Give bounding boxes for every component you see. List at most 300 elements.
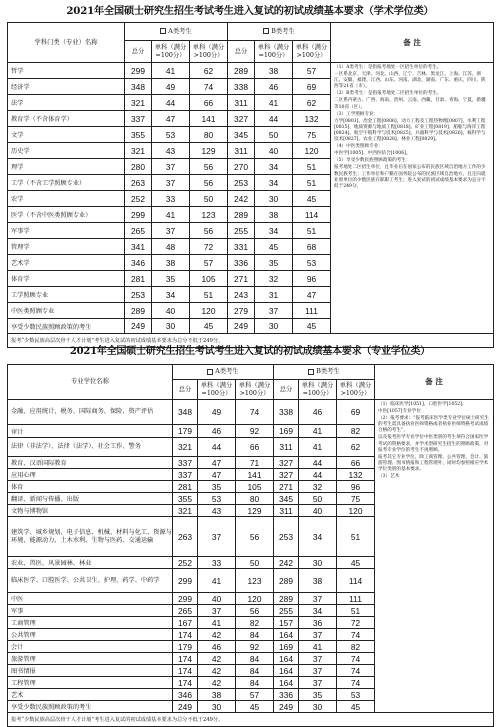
degree-header: 专业学位名称: [8, 365, 173, 400]
b-single-100-cell: 44: [255, 111, 293, 127]
b-class-header-label: B类考生: [271, 27, 295, 35]
b-total-cell: 242: [274, 557, 299, 569]
notes-cell: [375, 400, 494, 713]
b-single-100-cell: 46: [299, 400, 337, 425]
a-single-over100-cell: 62: [190, 63, 228, 79]
a-single-over100-cell: 120: [236, 593, 274, 605]
b-single-100-cell: 40: [299, 505, 337, 517]
b-single-100-cell: 45: [255, 239, 293, 255]
subject-name: 享受少数民族照顾政策的考生: [8, 319, 125, 334]
subject-name: 农学: [8, 191, 125, 207]
academic-table-title: 2021年全国硕士研究生招生考试考生进入复试的初试成绩基本要求（学术学位类）: [66, 5, 434, 17]
subject-name: 哲学: [8, 63, 125, 79]
subject-name: 中医: [8, 593, 173, 605]
a-total-cell: 337: [125, 111, 152, 127]
a-total-cell: 265: [173, 605, 198, 617]
a-single-over100-cell: 80: [190, 127, 228, 143]
b-single-over100-cell: 96: [337, 481, 375, 493]
a-total-cell: 355: [173, 493, 198, 505]
b-single-over100-cell: 132: [293, 111, 331, 127]
a-single-over100-cell: 56: [190, 159, 228, 175]
a-single-over100-cell: 141: [190, 111, 228, 127]
b-single-100-cell: 37: [255, 303, 293, 319]
a-single-100-cell: 42: [198, 665, 236, 677]
b-single-over100-cell: 47: [293, 287, 331, 303]
a-single-100-cell: 34: [152, 287, 190, 303]
b-class-header: [228, 23, 331, 41]
a-single-100-cell: 47: [198, 469, 236, 481]
b-single-over100-cell: 53: [337, 689, 375, 701]
a-single-100-cell: 44: [198, 438, 236, 457]
checkbox-icon: [160, 28, 166, 34]
note-line: （4）中医类照顾专业：: [334, 144, 383, 150]
b-total-cell: 271: [274, 481, 299, 493]
b-single-over100-cell: 114: [293, 207, 331, 223]
b-single-over100-cell: 132: [337, 469, 375, 481]
subject-name: 农业、兽医、风景园林、林业: [8, 557, 173, 569]
b-single-100-header: 单科（满分=100分）: [299, 380, 337, 400]
subject-name: 建筑学、城乡规划、电子信息、机械、材料与化工、资源与环境、能源动力、土木水利、生物与医药、交通运输: [8, 517, 173, 557]
a-single-100-cell: 38: [152, 255, 190, 271]
a-single-100-cell: 30: [198, 701, 236, 713]
b-single-over100-cell: 69: [337, 400, 375, 425]
b-total-cell: 164: [274, 677, 299, 689]
checkbox-icon: [263, 28, 269, 34]
note-line: （1）临床医学[1051]、口腔医学[1052]、: [378, 402, 467, 407]
subject-name: 临床医学、口腔医学、公共卫生、护理、药学、中药学: [8, 569, 173, 593]
a-total-cell: 263: [173, 517, 198, 557]
a-single-100-cell: 42: [198, 653, 236, 665]
a-single-over100-cell: 72: [190, 239, 228, 255]
b-single-over100-cell: 53: [293, 255, 331, 271]
a-single-over100-cell: 84: [236, 629, 274, 641]
a-single-100-cell: 41: [152, 63, 190, 79]
a-single-100-cell: 40: [152, 303, 190, 319]
b-single-over100-cell: 57: [293, 63, 331, 79]
a-total-cell: 252: [125, 191, 152, 207]
b-total-cell: 255: [274, 605, 299, 617]
b-single-100-cell: 41: [299, 425, 337, 438]
note-line: 以及报考医学专业学位中医类别的考生须符合国家医学考试的资格要求，并学术型研究生招生的照顾政策，对报考专业学位的考生不再照顾。: [378, 435, 489, 453]
b-single-100-cell: 31: [255, 287, 293, 303]
a-total-cell: 265: [125, 223, 152, 239]
note-line: 报考地处二区招生单位，且毕业后在国家公布的民族区域自治地方工作的少数民族考生；工作单位和户籍在国务院公布的民族区域自治地方，且定向就业原单位的少数民族在职职工考生；进入复试的初试成绩基本要求为总分不低于249分。: [334, 165, 486, 189]
b-total-cell: 271: [228, 271, 255, 287]
subject-name: 会计: [8, 641, 173, 653]
a-single-over100-cell: 56: [190, 223, 228, 239]
b-total-cell: 253: [228, 175, 255, 191]
b-single-over100-header: 单科（满分>100分）: [337, 380, 375, 400]
b-single-100-cell: 38: [299, 569, 337, 593]
a-single-over100-cell: 92: [236, 641, 274, 653]
subject-name: 翻译、新闻与传播、出版: [8, 493, 173, 505]
subject-header: 学科门类（专业）名称: [8, 23, 125, 63]
b-single-100-cell: 37: [299, 593, 337, 605]
b-single-100-cell: 35: [255, 255, 293, 271]
a-single-100-cell: 30: [152, 319, 190, 334]
b-single-over100-cell: 72: [337, 617, 375, 629]
b-total-cell: 345: [274, 493, 299, 505]
b-total-cell: 338: [228, 79, 255, 95]
b-single-100-cell: 50: [299, 493, 337, 505]
checkbox-icon: [207, 369, 213, 375]
b-single-100-cell: 50: [255, 127, 293, 143]
b-single-100-cell: 37: [299, 629, 337, 641]
a-total-header: 总分: [173, 380, 198, 400]
a-single-100-cell: 33: [198, 557, 236, 569]
table-row: [8, 63, 494, 79]
b-total-cell: 289: [228, 63, 255, 79]
note-line: 一区系北京、天津、河北、山西、辽宁、吉林、黑龙江、上海、江苏、浙江、安徽、福建、江西、山东、河南、湖北、湖南、广东、重庆、四川、陕西等21省（市）。: [334, 72, 486, 90]
b-total-cell: 253: [274, 517, 299, 557]
a-single-100-cell: 38: [198, 689, 236, 701]
a-class-header: [125, 23, 228, 41]
b-single-over100-cell: 51: [293, 223, 331, 239]
b-single-100-cell: 34: [255, 159, 293, 175]
subject-name: 体育学: [8, 271, 125, 287]
a-single-over100-cell: 82: [236, 617, 274, 629]
b-total-cell: 289: [274, 569, 299, 593]
subject-name: 教育学（不含体育学）: [8, 111, 125, 127]
a-total-cell: 321: [173, 438, 198, 457]
a-single-over100-cell: 57: [190, 255, 228, 271]
notes-header: 备 注: [331, 23, 494, 63]
b-single-over100-cell: 51: [337, 517, 375, 557]
note-line: 报考其它专业学位，除工商管理、公共管理、会计、旅游管理、图书情报和工程管理外，同时均参照相应学术学位类别的基本要求。: [378, 454, 489, 472]
a-single-over100-cell: 129: [236, 505, 274, 517]
a-single-over100-cell: 57: [236, 689, 274, 701]
a-single-100-cell: 37: [152, 175, 190, 191]
b-single-100-cell: 41: [299, 641, 337, 653]
note-line: （3）艺术: [378, 474, 400, 480]
a-single-100-cell: 49: [198, 400, 236, 425]
a-single-100-cell: 42: [198, 629, 236, 641]
b-single-over100-cell: 45: [337, 701, 375, 713]
b-total-cell: 164: [274, 665, 299, 677]
a-total-cell: 337: [173, 457, 198, 469]
note-line: （1）A类考生：是指报考地处一区招生单位的考生。: [334, 65, 442, 70]
a-single-100-cell: 46: [198, 641, 236, 653]
a-single-over100-cell: 84: [236, 653, 274, 665]
note-line: 中医[1057]专业学位：: [378, 409, 426, 415]
subject-name: 体育: [8, 481, 173, 493]
b-single-100-cell: 41: [255, 95, 293, 111]
subject-name: 公共管理: [8, 629, 173, 641]
b-single-over100-cell: 111: [337, 593, 375, 605]
a-total-cell: 281: [173, 481, 198, 493]
b-single-over100-cell: 96: [293, 271, 331, 287]
b-single-over100-cell: 45: [293, 191, 331, 207]
b-total-cell: 311: [274, 505, 299, 517]
a-total-cell: 299: [173, 569, 198, 593]
a-total-cell: 321: [125, 143, 152, 159]
subject-name: 享受少数民族照顾政策的考生: [8, 701, 173, 713]
a-single-over100-cell: 45: [236, 701, 274, 713]
b-total-cell: 169: [274, 425, 299, 438]
a-single-over100-cell: 84: [236, 665, 274, 677]
b-single-100-cell: 36: [299, 617, 337, 629]
a-single-100-cell: 46: [198, 425, 236, 438]
subject-name: 军事学: [8, 223, 125, 239]
a-single-over100-cell: 50: [236, 557, 274, 569]
a-total-cell: 337: [173, 469, 198, 481]
b-single-100-cell: 34: [255, 223, 293, 239]
a-single-100-cell: 42: [198, 677, 236, 689]
b-single-100-cell: 40: [255, 143, 293, 159]
subject-name: 历史学: [8, 143, 125, 159]
b-single-over100-cell: 62: [337, 438, 375, 457]
a-total-cell: 299: [173, 593, 198, 605]
a-single-over100-cell: 56: [236, 605, 274, 617]
b-total-header: 总分: [228, 41, 255, 63]
subject-name: 工学（不含工学照顾专业）: [8, 175, 125, 191]
notes-cell: [331, 63, 494, 334]
subject-name: 图书情报: [8, 665, 173, 677]
subject-name: 工学照顾专业: [8, 287, 125, 303]
b-single-over100-cell: 75: [337, 493, 375, 505]
a-single-100-header: 单科（满分=100分）: [152, 41, 190, 63]
note-line: （5）享受少数民族照顾政策的考生：: [334, 158, 411, 164]
a-single-over100-cell: 123: [190, 207, 228, 223]
b-single-100-cell: 30: [299, 701, 337, 713]
a-single-100-cell: 33: [152, 191, 190, 207]
b-total-cell: 327: [274, 457, 299, 469]
b-total-cell: 164: [274, 653, 299, 665]
a-single-100-cell: 35: [198, 481, 236, 493]
b-single-100-cell: 34: [255, 175, 293, 191]
a-total-cell: 167: [173, 617, 198, 629]
subject-name: 应用心理: [8, 469, 173, 481]
b-total-cell: 289: [274, 593, 299, 605]
a-total-cell: 179: [173, 641, 198, 653]
subject-name: 教育、汉语国际教育: [8, 457, 173, 469]
notes-header: 备 注: [375, 365, 494, 400]
b-single-over100-cell: 51: [293, 175, 331, 191]
a-total-cell: 341: [125, 239, 152, 255]
b-total-cell: 336: [274, 689, 299, 701]
a-single-over100-cell: 66: [236, 438, 274, 457]
note-line: （3）工学照顾专业：: [334, 111, 379, 117]
subject-name: 艺术学: [8, 255, 125, 271]
b-total-cell: 336: [228, 255, 255, 271]
b-single-100-cell: 30: [299, 557, 337, 569]
b-total-cell: 331: [228, 239, 255, 255]
a-single-100-cell: 43: [198, 505, 236, 517]
b-single-over100-cell: 51: [293, 159, 331, 175]
academic-degree-table: [7, 22, 494, 348]
subject-name: 法学: [8, 95, 125, 111]
b-single-100-cell: 44: [299, 457, 337, 469]
a-total-cell: 321: [125, 95, 152, 111]
a-total-cell: 174: [173, 629, 198, 641]
a-single-over100-cell: 92: [236, 425, 274, 438]
a-total-cell: 346: [173, 689, 198, 701]
b-single-100-cell: 34: [299, 605, 337, 617]
a-single-over100-header: 单科（满分>100分）: [190, 41, 228, 63]
note-line: （2）报考要求：“报考临床医学类专业学位硕士研究生的考生需具备执业医师资格或者执业医师资格考试成绩合格的考生”，: [378, 416, 489, 434]
a-single-100-cell: 41: [198, 569, 236, 593]
subject-name: 法律（非法学）、法律（法学）、社会工作、警务: [8, 438, 173, 457]
a-single-100-cell: 37: [198, 605, 236, 617]
a-single-over100-cell: 123: [236, 569, 274, 593]
a-class-header: [173, 365, 274, 380]
a-total-cell: 299: [125, 207, 152, 223]
b-single-over100-cell: 120: [337, 505, 375, 517]
a-total-cell: 174: [173, 653, 198, 665]
a-total-cell: 355: [125, 127, 152, 143]
b-single-over100-cell: 69: [293, 79, 331, 95]
b-total-cell: 249: [274, 701, 299, 713]
footnote: 报考“少数民族高层次骨干人才计划”考生进入复试的初试成绩基本要求为总分不低于249分。: [8, 713, 494, 727]
subject-name: 审计: [8, 425, 173, 438]
b-total-cell: 327: [228, 111, 255, 127]
a-single-over100-cell: 84: [236, 677, 274, 689]
subject-name: 经济学: [8, 79, 125, 95]
a-single-over100-cell: 56: [190, 175, 228, 191]
checkbox-icon: [308, 369, 314, 375]
footnote-row: [8, 713, 494, 727]
a-single-100-cell: 37: [152, 223, 190, 239]
a-single-100-cell: 49: [152, 79, 190, 95]
subject-name: 艺术: [8, 689, 173, 701]
b-single-over100-cell: 82: [337, 641, 375, 653]
subject-name: 工程管理: [8, 677, 173, 689]
a-total-cell: 281: [125, 271, 152, 287]
a-total-cell: 263: [125, 175, 152, 191]
footnote: 报考“少数民族高层次骨干人才计划”考生进入复试的初试成绩基本要求为总分不低于249分。: [8, 334, 494, 348]
a-total-cell: 348: [125, 79, 152, 95]
subject-name: 理学: [8, 159, 125, 175]
b-total-cell: 311: [274, 438, 299, 457]
a-total-cell: 253: [125, 287, 152, 303]
b-single-over100-cell: 74: [337, 677, 375, 689]
b-single-over100-cell: 51: [337, 605, 375, 617]
a-total-cell: 346: [125, 255, 152, 271]
a-total-cell: 252: [173, 557, 198, 569]
subject-name: 文学: [8, 127, 125, 143]
a-single-100-cell: 53: [152, 127, 190, 143]
b-total-cell: 157: [274, 617, 299, 629]
a-single-over100-cell: 74: [190, 79, 228, 95]
a-class-header-label: A类考生: [168, 27, 192, 35]
a-single-100-cell: 48: [152, 239, 190, 255]
b-total-cell: 338: [274, 400, 299, 425]
b-total-cell: 289: [228, 207, 255, 223]
a-single-over100-header: 单科（满分>100分）: [236, 380, 274, 400]
note-line: 力学[0801]、冶金工程[0806]、动力工程及工程热物理[0807]、水利工程[0815]、地质资源与地质工程[0818]、矿业工程[0819]、船舶与海洋工程[0824]、航空宇航科学与技术[0825]、兵器科学与技术[0826]、核科学与技术[0827]、农业工程[0828]、林业工程[0829]。: [334, 118, 486, 143]
subject-name: 旅游管理: [8, 653, 173, 665]
b-single-100-cell: 37: [299, 653, 337, 665]
a-total-cell: 321: [173, 505, 198, 517]
b-total-cell: 345: [228, 127, 255, 143]
b-single-over100-cell: 62: [293, 95, 331, 111]
b-single-100-cell: 32: [299, 481, 337, 493]
b-single-100-header: 单科（满分=100分）: [255, 41, 293, 63]
b-single-over100-cell: 120: [293, 143, 331, 159]
a-single-over100-cell: 105: [190, 271, 228, 287]
b-total-cell: 311: [228, 95, 255, 111]
b-class-header: [274, 365, 375, 380]
a-total-cell: 249: [125, 319, 152, 334]
table-row: [8, 400, 494, 425]
b-single-over100-cell: 68: [293, 239, 331, 255]
a-single-100-cell: 53: [198, 493, 236, 505]
b-single-100-cell: 35: [299, 689, 337, 701]
b-total-header: 总分: [274, 380, 299, 400]
note-line: 二区系内蒙古、广西、海南、贵州、云南、西藏、甘肃、青海、宁夏、新疆等10省（区）。: [334, 98, 486, 110]
subject-name: 管理学: [8, 239, 125, 255]
b-total-cell: 169: [274, 641, 299, 653]
a-single-over100-cell: 66: [190, 95, 228, 111]
b-single-over100-cell: 66: [337, 457, 375, 469]
a-single-over100-cell: 71: [236, 457, 274, 469]
b-single-100-cell: 46: [255, 79, 293, 95]
b-total-cell: 255: [228, 223, 255, 239]
a-single-100-cell: 44: [152, 95, 190, 111]
a-single-100-header: 单科（满分=100分）: [198, 380, 236, 400]
a-single-over100-cell: 74: [236, 400, 274, 425]
note-line: 中医学[1005]、中西医结合[1006]。: [334, 151, 411, 157]
b-single-100-cell: 34: [299, 517, 337, 557]
subject-name: 工商管理: [8, 617, 173, 629]
a-single-over100-cell: 141: [236, 469, 274, 481]
a-single-100-cell: 47: [152, 111, 190, 127]
b-single-100-cell: 38: [255, 207, 293, 223]
b-single-100-cell: 41: [299, 438, 337, 457]
a-single-100-cell: 41: [198, 617, 236, 629]
b-single-100-cell: 30: [255, 191, 293, 207]
subject-name: 文物与博物馆: [8, 505, 173, 517]
a-single-over100-cell: 120: [190, 303, 228, 319]
a-single-100-cell: 37: [152, 159, 190, 175]
b-total-cell: 249: [228, 319, 255, 334]
b-total-cell: 279: [228, 303, 255, 319]
a-single-over100-cell: 80: [236, 493, 274, 505]
b-single-100-cell: 30: [255, 319, 293, 334]
a-single-100-cell: 41: [152, 207, 190, 223]
b-single-over100-cell: 74: [337, 629, 375, 641]
a-single-over100-cell: 129: [190, 143, 228, 159]
b-total-cell: 311: [228, 143, 255, 159]
subject-name: 军事: [8, 605, 173, 617]
b-total-cell: 243: [228, 287, 255, 303]
a-single-100-cell: 43: [152, 143, 190, 159]
b-single-100-cell: 38: [255, 63, 293, 79]
a-total-cell: 299: [125, 63, 152, 79]
b-single-over100-cell: 114: [337, 569, 375, 593]
a-single-100-cell: 40: [198, 593, 236, 605]
b-total-cell: 164: [274, 629, 299, 641]
a-total-cell: 249: [173, 701, 198, 713]
a-single-over100-cell: 56: [236, 517, 274, 557]
a-single-100-cell: 47: [198, 457, 236, 469]
a-single-100-cell: 35: [152, 271, 190, 287]
a-total-cell: 179: [173, 425, 198, 438]
b-single-100-cell: 37: [299, 677, 337, 689]
professional-degree-table: [7, 364, 494, 727]
a-single-100-cell: 37: [198, 517, 236, 557]
b-single-100-cell: 32: [255, 271, 293, 287]
note-line: （2）B类考生：是指报考地处二区招生单位的考生。: [334, 91, 442, 97]
b-single-over100-cell: 45: [293, 319, 331, 334]
b-single-over100-header: 单科（满分>100分）: [293, 41, 331, 63]
a-total-cell: 280: [125, 159, 152, 175]
a-total-cell: 174: [173, 677, 198, 689]
professional-table-title: 2021年全国硕士研究生招生考试考生进入复试的初试成绩基本要求（专业学位类）: [69, 346, 431, 357]
b-total-cell: 327: [274, 469, 299, 481]
b-total-cell: 242: [228, 191, 255, 207]
subject-name: 医学（不含中医类照顾专业）: [8, 207, 125, 223]
